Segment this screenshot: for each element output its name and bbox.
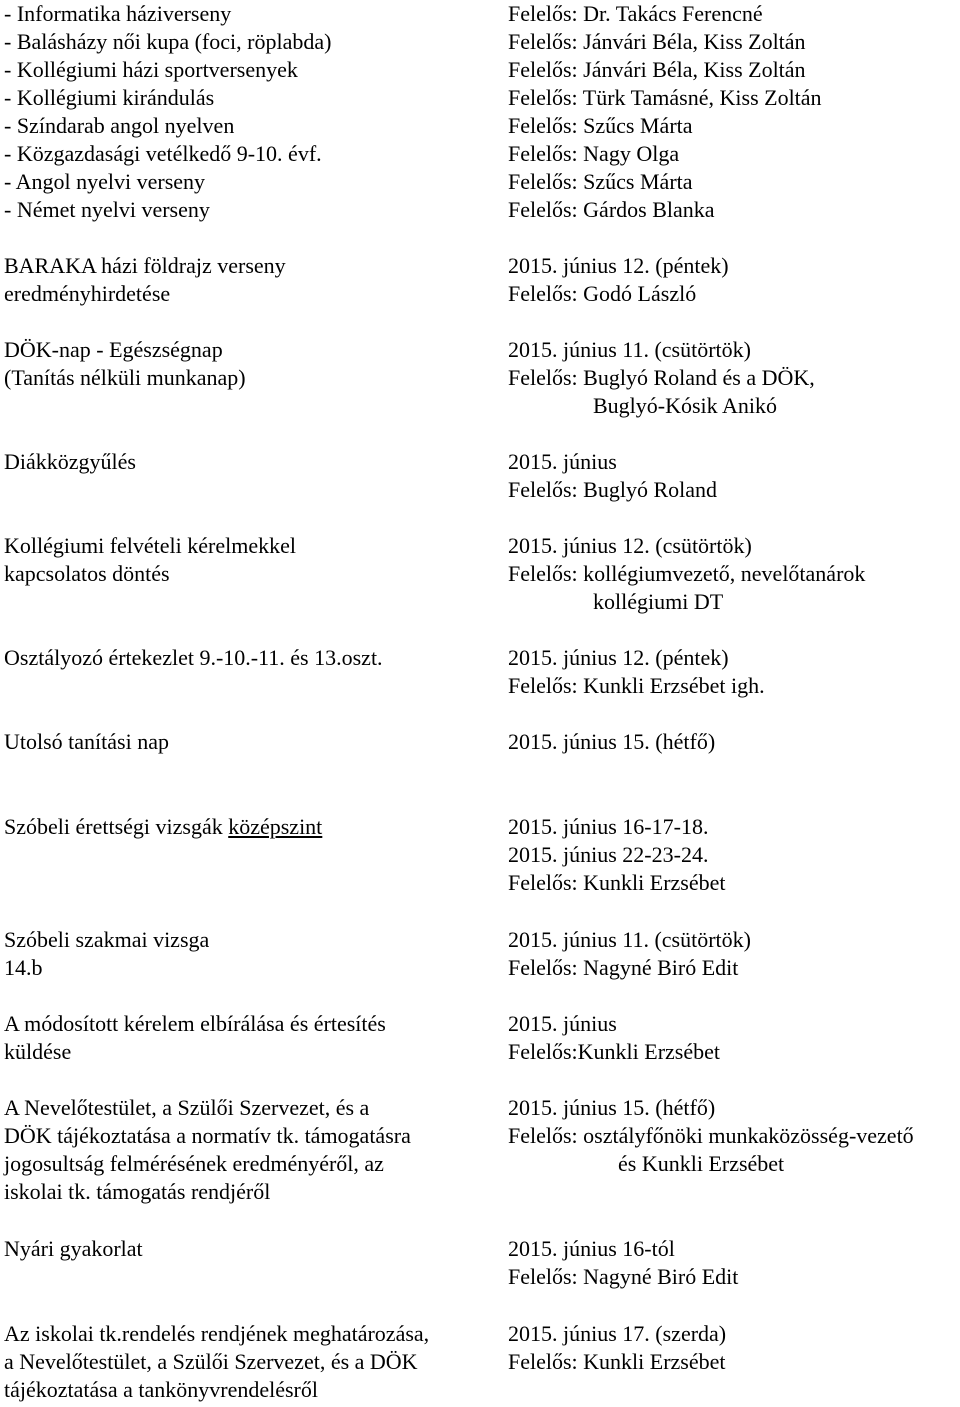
responsible: Felelős: Dr. Takács Ferencné xyxy=(508,1,763,26)
responsible: Felelős: Kunkli Erzsébet xyxy=(508,1349,726,1374)
event-title: Az iskolai tk.rendelés rendjének meghatározása, xyxy=(4,1321,430,1346)
event-title xyxy=(4,813,322,841)
event-date: 2015. június 15. (hétfő) xyxy=(508,729,716,754)
event-title: A módosított kérelem elbírálása és értesítés xyxy=(4,1011,386,1036)
event-date: 2015. június 12. (péntek) xyxy=(508,645,729,670)
event-date: 2015. június 15. (hétfő) xyxy=(508,1095,716,1120)
responsible: Felelős: Buglyó Roland xyxy=(508,477,717,502)
responsible: Felelős: Godó László xyxy=(508,281,697,306)
event-title: kapcsolatos döntés xyxy=(4,561,170,586)
event-title: DÖK tájékoztatása a normatív tk. támogatásra xyxy=(4,1123,411,1148)
responsible: Felelős: Szűcs Márta xyxy=(508,113,693,138)
event-date: 2015. június 16-17-18. xyxy=(508,814,709,839)
list-item: - Színdarab angol nyelven xyxy=(4,113,235,138)
list-item: - Angol nyelvi verseny xyxy=(4,169,206,194)
event-title: Diákközgyűlés xyxy=(4,449,136,474)
list-item: - Német nyelvi verseny xyxy=(4,197,210,222)
event-title: Kollégiumi felvételi kérelmekkel xyxy=(4,533,297,558)
responsible: Felelős:Kunkli Erzsébet xyxy=(508,1039,721,1064)
event-title: tájékoztatása a tankönyvrendelésről xyxy=(4,1377,318,1402)
responsible: Felelős: Jánvári Béla, Kiss Zoltán xyxy=(508,57,806,82)
responsible: Felelős: Nagyné Biró Edit xyxy=(508,1264,739,1289)
list-item: - Kollégiumi kirándulás xyxy=(4,85,215,110)
event-title: DÖK-nap - Egészségnap xyxy=(4,337,223,362)
event-title: 14.b xyxy=(4,955,43,980)
responsible: Felelős: Jánvári Béla, Kiss Zoltán xyxy=(508,29,806,54)
event-date: 2015. június 16-tól xyxy=(508,1236,675,1261)
event-title: BARAKA házi földrajz verseny xyxy=(4,253,286,278)
event-date: 2015. június 17. (szerda) xyxy=(508,1321,727,1346)
event-title: Osztályozó értekezlet 9.-10.-11. és 13.oszt. xyxy=(4,645,383,670)
event-title: a Nevelőtestület, a Szülői Szervezet, és a DÖK xyxy=(4,1349,418,1374)
responsible-continued: kollégiumi DT xyxy=(593,589,724,614)
event-title: Szóbeli szakmai vizsga xyxy=(4,927,210,952)
event-title: eredményhirdetése xyxy=(4,281,171,306)
event-date: 2015. június 11. (csütörtök) xyxy=(508,927,751,952)
responsible: Felelős: kollégiumvezető, nevelőtanárok xyxy=(508,561,866,586)
event-title: A Nevelőtestület, a Szülői Szervezet, és a xyxy=(4,1095,370,1120)
list-item: - Informatika háziverseny xyxy=(4,1,232,26)
list-item: - Kollégiumi házi sportversenyek xyxy=(4,57,298,82)
event-title: küldése xyxy=(4,1039,72,1064)
event-date: 2015. június 11. (csütörtök) xyxy=(508,337,751,362)
underlined-word: középszint xyxy=(228,814,323,839)
event-title: jogosultság felmérésének eredményéről, az xyxy=(4,1151,384,1176)
list-item: - Balásházy női kupa (foci, röplabda) xyxy=(4,29,332,54)
responsible: Felelős: Nagy Olga xyxy=(508,141,680,166)
responsible-continued: és Kunkli Erzsébet xyxy=(618,1151,785,1176)
responsible: Felelős: Türk Tamásné, Kiss Zoltán xyxy=(508,85,822,110)
responsible: Felelős: osztályfőnöki munkaközösség-vezető xyxy=(508,1123,914,1148)
event-title: (Tanítás nélküli munkanap) xyxy=(4,365,246,390)
event-date: 2015. június xyxy=(508,449,617,474)
responsible: Felelős: Kunkli Erzsébet igh. xyxy=(508,673,765,698)
list-item: - Közgazdasági vetélkedő 9-10. évf. xyxy=(4,141,322,166)
responsible: Felelős: Gárdos Blanka xyxy=(508,197,715,222)
event-date: 2015. június xyxy=(508,1011,617,1036)
event-title: Nyári gyakorlat xyxy=(4,1236,143,1261)
event-title-prefix: Szóbeli érettségi vizsgák xyxy=(4,814,229,839)
event-date: 2015. június 12. (csütörtök) xyxy=(508,533,752,558)
event-title: iskolai tk. támogatás rendjéről xyxy=(4,1179,271,1204)
responsible-continued: Buglyó-Kósik Anikó xyxy=(593,393,777,418)
event-title: Utolsó tanítási nap xyxy=(4,729,169,754)
responsible: Felelős: Nagyné Biró Edit xyxy=(508,955,739,980)
event-date: 2015. június 22-23-24. xyxy=(508,842,709,867)
responsible: Felelős: Szűcs Márta xyxy=(508,169,693,194)
responsible: Felelős: Buglyó Roland és a DÖK, xyxy=(508,365,815,390)
responsible: Felelős: Kunkli Erzsébet xyxy=(508,870,726,895)
event-date: 2015. június 12. (péntek) xyxy=(508,253,729,278)
